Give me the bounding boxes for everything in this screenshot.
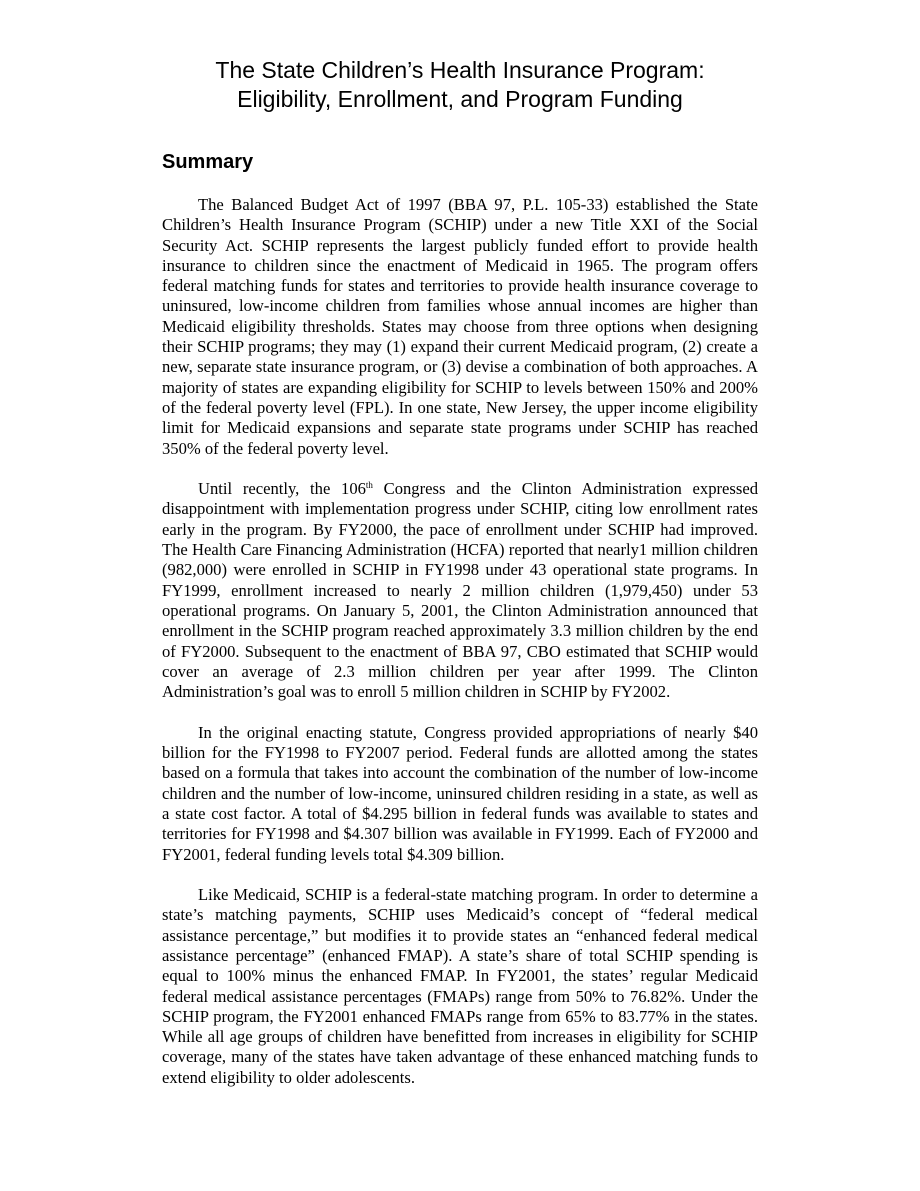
paragraph-2-lead: Until recently, the 106 xyxy=(198,479,366,499)
ordinal-superscript: th xyxy=(365,480,373,491)
summary-body xyxy=(162,195,758,1108)
paragraph-2-rest: Congress and the Clinton Administration expressed disappointment with implementation progress under SCHIP, citing low enrollment rates early in the program. By FY2000, the pace of enrollment under SCHIP had improved. The Health Care Financing Administration (HCFA) reported that nearly1 million children (982,000) were enrolled in SCHIP in FY1998 under 43 operational state programs. In FY1999, enrollment increased to nearly 2 million children (1,979,450) under 53 operational programs. On January 5, 2001, the Clinton Administration announced that enrollment in the SCHIP program reached approximately 3.3 million children by the end of FY2000. Subsequent to the enactment of BBA 97, CBO estimated that SCHIP would cover an average of 2.3 million children per year after 1999. The Clinton Administration’s goal was to enroll 5 million children in SCHIP by FY2002. xyxy=(162,479,758,702)
title-line-1: The State Children’s Health Insurance Program: xyxy=(215,57,705,83)
paragraph-1: The Balanced Budget Act of 1997 (BBA 97, P.L. 105-33) established the State Children’s Health Insurance Program (SCHIP) under a new Title XXI of the Social Security Act. SCHIP represents the largest publicly funded effort to provide health insurance to children since the enactment of Medicaid in 1965. The program offers federal matching funds for states and territories to provide health insurance coverage to uninsured, low-income children from families whose annual incomes are higher than Medicaid eligibility thresholds. States may choose from three options when designing their SCHIP programs; they may (1) expand their current Medicaid program, (2) create a new, separate state insurance program, or (3) devise a combination of both approaches. A majority of states are expanding eligibility for SCHIP to levels between 150% and 200% of the federal poverty level (FPL). In one state, New Jersey, the upper income eligibility limit for Medicaid expansions and separate state programs under SCHIP has reached 350% of the federal poverty level. xyxy=(162,195,758,458)
paragraph-3: In the original enacting statute, Congress provided appropriations of nearly $40 billion for the FY1998 to FY2007 period. Federal funds are allotted among the states based on a formula that takes into account the combination of the number of low-income children and the number of low-income, uninsured children residing in a state, as well as a state cost factor. A total of $4.295 billion in federal funds was available to states and territories for FY1998 and $4.307 billion was available in FY1999. Each of FY2000 and FY2001, federal funding levels total $4.309 billion. xyxy=(162,722,758,864)
document-title xyxy=(160,56,760,114)
paragraph-2 xyxy=(162,479,758,702)
section-heading-summary: Summary xyxy=(162,151,254,173)
paragraph-4: Like Medicaid, SCHIP is a federal-state matching program. In order to determine a state’s matching payments, SCHIP uses Medicaid’s concept of “federal medical assistance percentage,” but modifies it to provide states an “enhanced federal medical assistance percentage” (enhanced FMAP). A state’s share of total SCHIP spending is equal to 100% minus the enhanced FMAP. In FY2001, the states’ regular Medicaid federal medical assistance percentages (FMAPs) range from 50% to 76.82%. Under the SCHIP program, the FY2001 enhanced FMAPs range from 65% to 83.77% in the states. While all age groups of children have benefitted from increases in eligibility for SCHIP coverage, many of the states have taken advantage of these enhanced matching funds to extend eligibility to older adolescents. xyxy=(162,885,758,1087)
title-line-2: Eligibility, Enrollment, and Program Funding xyxy=(237,86,683,112)
